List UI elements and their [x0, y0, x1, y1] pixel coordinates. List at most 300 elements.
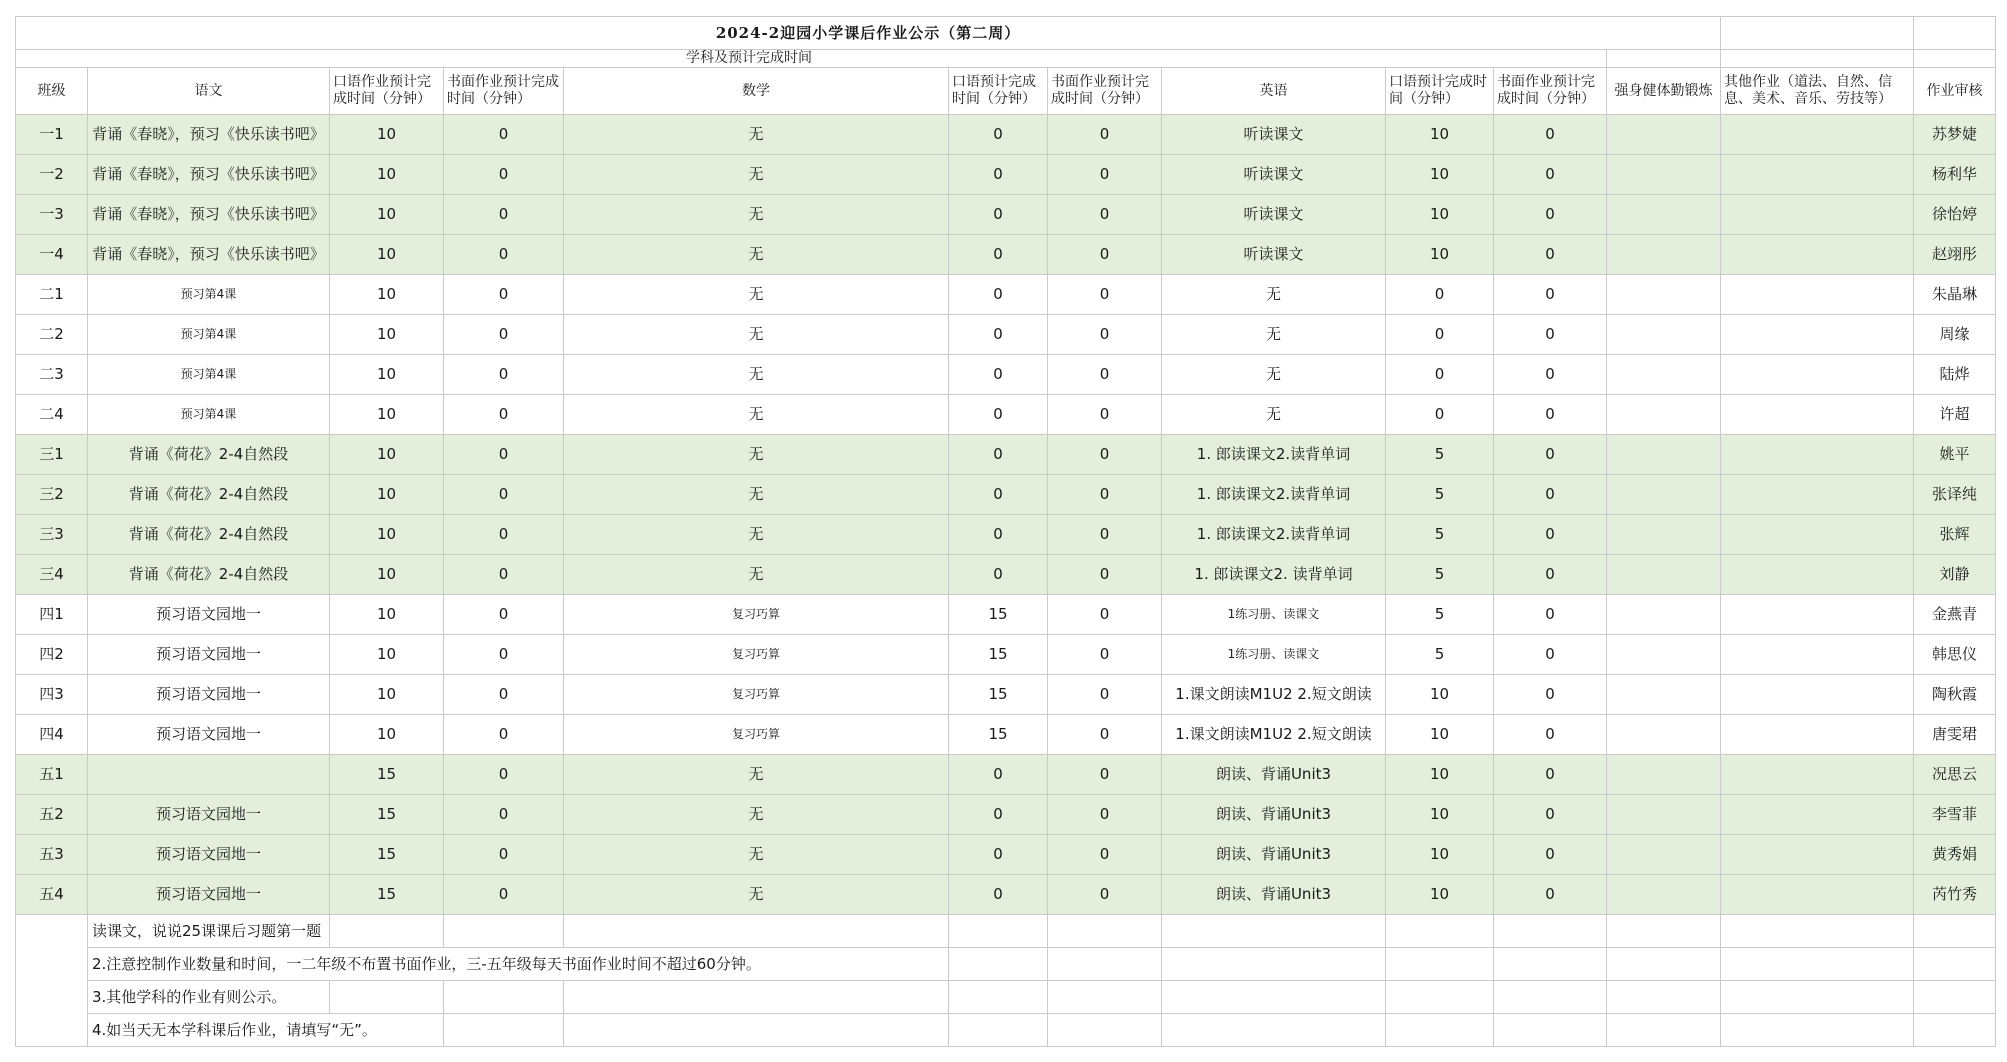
chinese-written-time-cell[interactable]: 0: [444, 875, 564, 915]
class-cell[interactable]: 三2: [16, 475, 88, 515]
math-cell[interactable]: 无: [564, 515, 949, 555]
english-cell[interactable]: 1. 郎读课文2.读背单词: [1162, 475, 1386, 515]
chinese-oral-time-cell[interactable]: 10: [330, 595, 444, 635]
class-cell[interactable]: 四1: [16, 595, 88, 635]
chinese-written-time-cell[interactable]: 0: [444, 555, 564, 595]
english-oral-time-cell[interactable]: 5: [1386, 555, 1494, 595]
empty-cell[interactable]: [444, 915, 564, 948]
class-cell[interactable]: 五1: [16, 755, 88, 795]
english-written-time-cell[interactable]: 0: [1494, 475, 1607, 515]
empty-cell[interactable]: [1386, 981, 1494, 1014]
fitness-cell[interactable]: [1607, 875, 1721, 915]
chinese-oral-time-cell[interactable]: 15: [330, 835, 444, 875]
fitness-cell[interactable]: [1607, 235, 1721, 275]
english-cell[interactable]: 无: [1162, 315, 1386, 355]
english-written-time-cell[interactable]: 0: [1494, 115, 1607, 155]
english-cell[interactable]: 1. 郎读课文2.读背单词: [1162, 435, 1386, 475]
reviewer-cell[interactable]: 赵翊彤: [1914, 235, 1996, 275]
chinese-written-time-cell[interactable]: 0: [444, 635, 564, 675]
english-cell[interactable]: 朗读、背诵Unit3: [1162, 835, 1386, 875]
chinese-oral-time-cell[interactable]: 10: [330, 115, 444, 155]
chinese-written-time-cell[interactable]: 0: [444, 795, 564, 835]
empty-cell[interactable]: [1607, 915, 1721, 948]
math-oral-time-cell[interactable]: 0: [949, 875, 1048, 915]
chinese-written-time-cell[interactable]: 0: [444, 195, 564, 235]
english-cell[interactable]: 朗读、背诵Unit3: [1162, 755, 1386, 795]
chinese-oral-time-cell[interactable]: 10: [330, 275, 444, 315]
empty-cell[interactable]: [1721, 948, 1914, 981]
empty-cell[interactable]: [1386, 915, 1494, 948]
english-oral-time-cell[interactable]: 5: [1386, 635, 1494, 675]
chinese-written-time-cell[interactable]: 0: [444, 395, 564, 435]
chinese-oral-time-cell[interactable]: 10: [330, 675, 444, 715]
empty-cell[interactable]: [1048, 1014, 1162, 1047]
cell[interactable]: [1721, 17, 1914, 50]
empty-cell[interactable]: [1162, 948, 1386, 981]
english-written-time-cell[interactable]: 0: [1494, 355, 1607, 395]
empty-cell[interactable]: [1607, 948, 1721, 981]
class-cell[interactable]: 五2: [16, 795, 88, 835]
other-cell[interactable]: [1721, 355, 1914, 395]
class-cell[interactable]: 四4: [16, 715, 88, 755]
english-oral-time-cell[interactable]: 0: [1386, 395, 1494, 435]
english-oral-time-cell[interactable]: 10: [1386, 115, 1494, 155]
english-cell[interactable]: 无: [1162, 355, 1386, 395]
math-oral-time-cell[interactable]: 15: [949, 675, 1048, 715]
fitness-cell[interactable]: [1607, 795, 1721, 835]
fitness-cell[interactable]: [1607, 355, 1721, 395]
other-cell[interactable]: [1721, 515, 1914, 555]
reviewer-cell[interactable]: 陆烨: [1914, 355, 1996, 395]
reviewer-cell[interactable]: 芮竹秀: [1914, 875, 1996, 915]
english-cell[interactable]: 1练习册、读课文: [1162, 595, 1386, 635]
class-cell[interactable]: 一4: [16, 235, 88, 275]
math-written-time-cell[interactable]: 0: [1048, 475, 1162, 515]
chinese-written-time-cell[interactable]: 0: [444, 675, 564, 715]
english-written-time-cell[interactable]: 0: [1494, 595, 1607, 635]
math-written-time-cell[interactable]: 0: [1048, 435, 1162, 475]
fitness-cell[interactable]: [1607, 515, 1721, 555]
other-cell[interactable]: [1721, 475, 1914, 515]
other-cell[interactable]: [1721, 155, 1914, 195]
other-cell[interactable]: [1721, 715, 1914, 755]
reviewer-cell[interactable]: 杨利华: [1914, 155, 1996, 195]
reviewer-cell[interactable]: 黄秀娟: [1914, 835, 1996, 875]
math-written-time-cell[interactable]: 0: [1048, 395, 1162, 435]
english-written-time-cell[interactable]: 0: [1494, 515, 1607, 555]
english-cell[interactable]: 无: [1162, 275, 1386, 315]
empty-cell[interactable]: [1162, 981, 1386, 1014]
english-cell[interactable]: 朗读、背诵Unit3: [1162, 875, 1386, 915]
math-oral-time-cell[interactable]: 0: [949, 355, 1048, 395]
math-cell[interactable]: 无: [564, 875, 949, 915]
empty-cell[interactable]: [1162, 915, 1386, 948]
cell[interactable]: [1914, 50, 1996, 68]
chinese-oral-time-cell[interactable]: 10: [330, 355, 444, 395]
reviewer-cell[interactable]: 况思云: [1914, 755, 1996, 795]
chinese-cell[interactable]: 预习语文园地一: [88, 795, 330, 835]
class-cell[interactable]: 三3: [16, 515, 88, 555]
math-oral-time-cell[interactable]: 0: [949, 275, 1048, 315]
other-cell[interactable]: [1721, 635, 1914, 675]
empty-cell[interactable]: [564, 981, 949, 1014]
math-oral-time-cell[interactable]: 0: [949, 195, 1048, 235]
empty-cell[interactable]: [1721, 1014, 1914, 1047]
math-oral-time-cell[interactable]: 0: [949, 435, 1048, 475]
empty-cell[interactable]: [444, 981, 564, 1014]
english-cell[interactable]: 朗读、背诵Unit3: [1162, 795, 1386, 835]
math-cell[interactable]: 无: [564, 115, 949, 155]
empty-cell[interactable]: [330, 981, 444, 1014]
class-cell[interactable]: 二2: [16, 315, 88, 355]
fitness-cell[interactable]: [1607, 435, 1721, 475]
math-oral-time-cell[interactable]: 0: [949, 795, 1048, 835]
chinese-cell[interactable]: 预习语文园地一: [88, 835, 330, 875]
math-written-time-cell[interactable]: 0: [1048, 355, 1162, 395]
empty-cell[interactable]: [1386, 948, 1494, 981]
chinese-written-time-cell[interactable]: 0: [444, 715, 564, 755]
chinese-oral-time-cell[interactable]: 10: [330, 555, 444, 595]
math-written-time-cell[interactable]: 0: [1048, 155, 1162, 195]
empty-cell[interactable]: [1494, 1014, 1607, 1047]
math-cell[interactable]: 复习巧算: [564, 635, 949, 675]
empty-cell[interactable]: [1386, 1014, 1494, 1047]
english-written-time-cell[interactable]: 0: [1494, 875, 1607, 915]
math-cell[interactable]: 无: [564, 275, 949, 315]
chinese-written-time-cell[interactable]: 0: [444, 355, 564, 395]
reviewer-cell[interactable]: 刘静: [1914, 555, 1996, 595]
empty-cell[interactable]: [1048, 915, 1162, 948]
chinese-oral-time-cell[interactable]: 10: [330, 635, 444, 675]
other-cell[interactable]: [1721, 795, 1914, 835]
math-oral-time-cell[interactable]: 0: [949, 755, 1048, 795]
reviewer-cell[interactable]: 张辉: [1914, 515, 1996, 555]
math-cell[interactable]: 无: [564, 475, 949, 515]
cell[interactable]: [1607, 50, 1721, 68]
english-cell[interactable]: 1. 郎读课文2.读背单词: [1162, 515, 1386, 555]
english-cell[interactable]: 1练习册、读课文: [1162, 635, 1386, 675]
math-cell[interactable]: 无: [564, 155, 949, 195]
english-written-time-cell[interactable]: 0: [1494, 235, 1607, 275]
math-cell[interactable]: 无: [564, 555, 949, 595]
empty-cell[interactable]: [1721, 915, 1914, 948]
empty-cell[interactable]: [1914, 948, 1996, 981]
other-cell[interactable]: [1721, 675, 1914, 715]
empty-cell[interactable]: [1607, 1014, 1721, 1047]
chinese-cell[interactable]: [88, 755, 330, 795]
fitness-cell[interactable]: [1607, 715, 1721, 755]
math-cell[interactable]: 无: [564, 795, 949, 835]
english-cell[interactable]: 1.课文朗读M1U2 2.短文朗读: [1162, 675, 1386, 715]
fitness-cell[interactable]: [1607, 195, 1721, 235]
english-written-time-cell[interactable]: 0: [1494, 315, 1607, 355]
class-cell[interactable]: 二1: [16, 275, 88, 315]
class-cell[interactable]: 一1: [16, 115, 88, 155]
empty-cell[interactable]: [949, 1014, 1048, 1047]
chinese-cell[interactable]: 背诵《荷花》2-4自然段: [88, 435, 330, 475]
math-oral-time-cell[interactable]: 0: [949, 475, 1048, 515]
math-oral-time-cell[interactable]: 0: [949, 115, 1048, 155]
empty-cell[interactable]: [1494, 981, 1607, 1014]
math-oral-time-cell[interactable]: 15: [949, 715, 1048, 755]
english-cell[interactable]: 听读课文: [1162, 235, 1386, 275]
english-cell[interactable]: 听读课文: [1162, 195, 1386, 235]
chinese-cell[interactable]: 预习第4课: [88, 315, 330, 355]
empty-cell[interactable]: [564, 1014, 949, 1047]
class-cell[interactable]: 三4: [16, 555, 88, 595]
math-oral-time-cell[interactable]: 15: [949, 635, 1048, 675]
chinese-cell[interactable]: 背诵《春晓》，预习《快乐读书吧》: [88, 195, 330, 235]
fitness-cell[interactable]: [1607, 115, 1721, 155]
math-written-time-cell[interactable]: 0: [1048, 315, 1162, 355]
empty-cell[interactable]: [330, 915, 444, 948]
math-written-time-cell[interactable]: 0: [1048, 515, 1162, 555]
other-cell[interactable]: [1721, 315, 1914, 355]
english-oral-time-cell[interactable]: 0: [1386, 355, 1494, 395]
class-cell[interactable]: 五4: [16, 875, 88, 915]
math-written-time-cell[interactable]: 0: [1048, 115, 1162, 155]
math-oral-time-cell[interactable]: 0: [949, 395, 1048, 435]
chinese-cell[interactable]: 预习语文园地一: [88, 875, 330, 915]
other-cell[interactable]: [1721, 395, 1914, 435]
chinese-cell[interactable]: 背诵《荷花》2-4自然段: [88, 475, 330, 515]
empty-cell[interactable]: [949, 915, 1048, 948]
empty-cell[interactable]: [1914, 915, 1996, 948]
english-written-time-cell[interactable]: 0: [1494, 795, 1607, 835]
math-cell[interactable]: 无: [564, 755, 949, 795]
empty-cell[interactable]: [1721, 981, 1914, 1014]
fitness-cell[interactable]: [1607, 155, 1721, 195]
empty-cell[interactable]: [1048, 948, 1162, 981]
chinese-oral-time-cell[interactable]: 10: [330, 195, 444, 235]
math-cell[interactable]: 无: [564, 395, 949, 435]
chinese-oral-time-cell[interactable]: 10: [330, 515, 444, 555]
english-oral-time-cell[interactable]: 10: [1386, 835, 1494, 875]
empty-cell[interactable]: [1914, 1014, 1996, 1047]
fitness-cell[interactable]: [1607, 835, 1721, 875]
cell[interactable]: [1914, 17, 1996, 50]
chinese-written-time-cell[interactable]: 0: [444, 755, 564, 795]
class-cell[interactable]: 五3: [16, 835, 88, 875]
chinese-written-time-cell[interactable]: 0: [444, 115, 564, 155]
math-cell[interactable]: 无: [564, 355, 949, 395]
reviewer-cell[interactable]: 张译纯: [1914, 475, 1996, 515]
class-cell[interactable]: 二4: [16, 395, 88, 435]
reviewer-cell[interactable]: 金燕青: [1914, 595, 1996, 635]
chinese-oral-time-cell[interactable]: 10: [330, 715, 444, 755]
english-oral-time-cell[interactable]: 10: [1386, 675, 1494, 715]
empty-cell[interactable]: [949, 981, 1048, 1014]
reviewer-cell[interactable]: 唐雯珺: [1914, 715, 1996, 755]
cell[interactable]: [1721, 50, 1914, 68]
english-oral-time-cell[interactable]: 5: [1386, 595, 1494, 635]
empty-cell[interactable]: [949, 948, 1048, 981]
math-written-time-cell[interactable]: 0: [1048, 555, 1162, 595]
chinese-written-time-cell[interactable]: 0: [444, 155, 564, 195]
class-cell[interactable]: 四3: [16, 675, 88, 715]
chinese-cell[interactable]: 背诵《荷花》2-4自然段: [88, 555, 330, 595]
english-written-time-cell[interactable]: 0: [1494, 275, 1607, 315]
empty-cell[interactable]: [1494, 948, 1607, 981]
reviewer-cell[interactable]: 韩思仪: [1914, 635, 1996, 675]
chinese-cell[interactable]: 背诵《春晓》，预习《快乐读书吧》: [88, 155, 330, 195]
math-written-time-cell[interactable]: 0: [1048, 275, 1162, 315]
other-cell[interactable]: [1721, 835, 1914, 875]
math-written-time-cell[interactable]: 0: [1048, 595, 1162, 635]
chinese-written-time-cell[interactable]: 0: [444, 315, 564, 355]
english-oral-time-cell[interactable]: 10: [1386, 195, 1494, 235]
class-cell[interactable]: 四2: [16, 635, 88, 675]
math-oral-time-cell[interactable]: 0: [949, 235, 1048, 275]
english-written-time-cell[interactable]: 0: [1494, 155, 1607, 195]
fitness-cell[interactable]: [1607, 675, 1721, 715]
other-cell[interactable]: [1721, 115, 1914, 155]
other-cell[interactable]: [1721, 435, 1914, 475]
math-cell[interactable]: 复习巧算: [564, 675, 949, 715]
math-oral-time-cell[interactable]: 0: [949, 515, 1048, 555]
chinese-cell[interactable]: 预习第4课: [88, 395, 330, 435]
reviewer-cell[interactable]: 苏梦婕: [1914, 115, 1996, 155]
other-cell[interactable]: [1721, 875, 1914, 915]
english-oral-time-cell[interactable]: 5: [1386, 515, 1494, 555]
chinese-oral-time-cell[interactable]: 10: [330, 395, 444, 435]
chinese-oral-time-cell[interactable]: 10: [330, 235, 444, 275]
math-oral-time-cell[interactable]: 0: [949, 315, 1048, 355]
chinese-oral-time-cell[interactable]: 10: [330, 315, 444, 355]
chinese-written-time-cell[interactable]: 0: [444, 595, 564, 635]
math-cell[interactable]: 无: [564, 315, 949, 355]
reviewer-cell[interactable]: 陶秋霞: [1914, 675, 1996, 715]
math-oral-time-cell[interactable]: 0: [949, 155, 1048, 195]
empty-cell[interactable]: [1494, 915, 1607, 948]
english-oral-time-cell[interactable]: 10: [1386, 755, 1494, 795]
chinese-cell[interactable]: 背诵《荷花》2-4自然段: [88, 515, 330, 555]
empty-cell[interactable]: [564, 915, 949, 948]
other-cell[interactable]: [1721, 275, 1914, 315]
reviewer-cell[interactable]: 朱晶琳: [1914, 275, 1996, 315]
english-cell[interactable]: 无: [1162, 395, 1386, 435]
chinese-oral-time-cell[interactable]: 15: [330, 795, 444, 835]
class-cell[interactable]: 一2: [16, 155, 88, 195]
english-written-time-cell[interactable]: 0: [1494, 835, 1607, 875]
math-cell[interactable]: 复习巧算: [564, 595, 949, 635]
math-cell[interactable]: 无: [564, 435, 949, 475]
chinese-cell[interactable]: 背诵《春晓》，预习《快乐读书吧》: [88, 115, 330, 155]
math-oral-time-cell[interactable]: 0: [949, 555, 1048, 595]
math-written-time-cell[interactable]: 0: [1048, 795, 1162, 835]
chinese-written-time-cell[interactable]: 0: [444, 275, 564, 315]
math-oral-time-cell[interactable]: 0: [949, 835, 1048, 875]
class-cell[interactable]: 三1: [16, 435, 88, 475]
fitness-cell[interactable]: [1607, 395, 1721, 435]
fitness-cell[interactable]: [1607, 755, 1721, 795]
chinese-written-time-cell[interactable]: 0: [444, 235, 564, 275]
chinese-oral-time-cell[interactable]: 10: [330, 155, 444, 195]
math-cell[interactable]: 复习巧算: [564, 715, 949, 755]
english-oral-time-cell[interactable]: 0: [1386, 315, 1494, 355]
other-cell[interactable]: [1721, 595, 1914, 635]
other-cell[interactable]: [1721, 235, 1914, 275]
reviewer-cell[interactable]: 徐怡婷: [1914, 195, 1996, 235]
empty-cell[interactable]: [1914, 981, 1996, 1014]
english-written-time-cell[interactable]: 0: [1494, 675, 1607, 715]
math-cell[interactable]: 无: [564, 835, 949, 875]
reviewer-cell[interactable]: 李雪菲: [1914, 795, 1996, 835]
english-written-time-cell[interactable]: 0: [1494, 635, 1607, 675]
chinese-oral-time-cell[interactable]: 15: [330, 755, 444, 795]
fitness-cell[interactable]: [1607, 595, 1721, 635]
english-oral-time-cell[interactable]: 10: [1386, 795, 1494, 835]
chinese-cell[interactable]: 预习语文园地一: [88, 635, 330, 675]
empty-cell[interactable]: [1048, 981, 1162, 1014]
math-written-time-cell[interactable]: 0: [1048, 635, 1162, 675]
english-oral-time-cell[interactable]: 5: [1386, 475, 1494, 515]
fitness-cell[interactable]: [1607, 275, 1721, 315]
reviewer-cell[interactable]: 许超: [1914, 395, 1996, 435]
english-written-time-cell[interactable]: 0: [1494, 715, 1607, 755]
reviewer-cell[interactable]: 姚平: [1914, 435, 1996, 475]
fitness-cell[interactable]: [1607, 635, 1721, 675]
english-cell[interactable]: 听读课文: [1162, 155, 1386, 195]
math-cell[interactable]: 无: [564, 235, 949, 275]
math-written-time-cell[interactable]: 0: [1048, 875, 1162, 915]
english-oral-time-cell[interactable]: 0: [1386, 275, 1494, 315]
chinese-oral-time-cell[interactable]: 10: [330, 475, 444, 515]
english-oral-time-cell[interactable]: 10: [1386, 235, 1494, 275]
other-cell[interactable]: [1721, 555, 1914, 595]
chinese-oral-time-cell[interactable]: 15: [330, 875, 444, 915]
fitness-cell[interactable]: [1607, 555, 1721, 595]
math-written-time-cell[interactable]: 0: [1048, 235, 1162, 275]
english-written-time-cell[interactable]: 0: [1494, 755, 1607, 795]
english-written-time-cell[interactable]: 0: [1494, 435, 1607, 475]
class-cell[interactable]: 一3: [16, 195, 88, 235]
english-cell[interactable]: 1.课文朗读M1U2 2.短文朗读: [1162, 715, 1386, 755]
english-written-time-cell[interactable]: 0: [1494, 555, 1607, 595]
chinese-written-time-cell[interactable]: 0: [444, 435, 564, 475]
chinese-written-time-cell[interactable]: 0: [444, 515, 564, 555]
reviewer-cell[interactable]: 周缘: [1914, 315, 1996, 355]
english-oral-time-cell[interactable]: 10: [1386, 875, 1494, 915]
empty-cell[interactable]: [1607, 981, 1721, 1014]
chinese-written-time-cell[interactable]: 0: [444, 475, 564, 515]
empty-cell[interactable]: [1162, 1014, 1386, 1047]
empty-cell[interactable]: [444, 1014, 564, 1047]
class-cell[interactable]: 二3: [16, 355, 88, 395]
chinese-cell[interactable]: 预习第4课: [88, 275, 330, 315]
chinese-cell[interactable]: 背诵《春晓》，预习《快乐读书吧》: [88, 235, 330, 275]
chinese-cell[interactable]: 预习语文园地一: [88, 595, 330, 635]
other-cell[interactable]: [1721, 195, 1914, 235]
english-written-time-cell[interactable]: 0: [1494, 395, 1607, 435]
english-oral-time-cell[interactable]: 10: [1386, 715, 1494, 755]
math-written-time-cell[interactable]: 0: [1048, 675, 1162, 715]
fitness-cell[interactable]: [1607, 315, 1721, 355]
math-cell[interactable]: 无: [564, 195, 949, 235]
chinese-oral-time-cell[interactable]: 10: [330, 435, 444, 475]
chinese-cell[interactable]: 预习语文园地一: [88, 675, 330, 715]
fitness-cell[interactable]: [1607, 475, 1721, 515]
math-written-time-cell[interactable]: 0: [1048, 715, 1162, 755]
english-cell[interactable]: 1. 郎读课文2. 读背单词: [1162, 555, 1386, 595]
chinese-cell[interactable]: 预习语文园地一: [88, 715, 330, 755]
math-written-time-cell[interactable]: 0: [1048, 195, 1162, 235]
english-oral-time-cell[interactable]: 10: [1386, 155, 1494, 195]
math-oral-time-cell[interactable]: 15: [949, 595, 1048, 635]
chinese-cell[interactable]: 预习第4课: [88, 355, 330, 395]
english-oral-time-cell[interactable]: 5: [1386, 435, 1494, 475]
math-written-time-cell[interactable]: 0: [1048, 835, 1162, 875]
